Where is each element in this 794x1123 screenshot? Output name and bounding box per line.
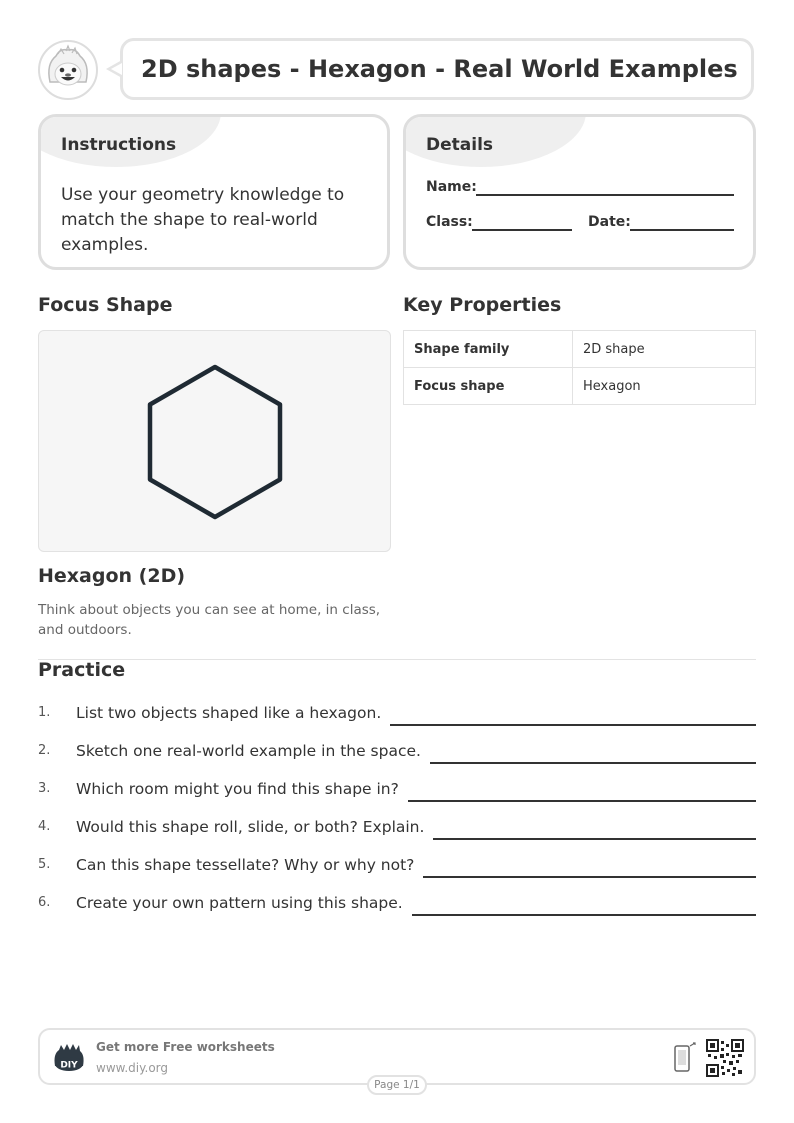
- focus-shape-panel: [38, 330, 391, 552]
- question-text: Can this shape tessellate? Why or why not?: [76, 856, 415, 874]
- footer-title: Get more Free worksheets: [96, 1040, 275, 1054]
- speech-bubble-tail-inner: [111, 63, 122, 75]
- footer-link[interactable]: www.diy.org: [96, 1061, 168, 1075]
- focus-shape-heading: Focus Shape: [38, 294, 173, 316]
- answer-line[interactable]: [430, 762, 756, 764]
- table-row: [404, 368, 756, 405]
- property-value: Hexagon: [573, 368, 756, 405]
- date-field[interactable]: [630, 229, 734, 231]
- hexagon-icon: [39, 331, 392, 553]
- section-divider: [38, 659, 756, 660]
- property-key: Shape family: [404, 331, 573, 368]
- question-number: 2.: [38, 743, 51, 758]
- shape-title: Hexagon (2D): [38, 565, 186, 587]
- class-field[interactable]: [472, 229, 572, 231]
- qr-code-icon: [706, 1039, 744, 1077]
- question-number: 4.: [38, 819, 51, 834]
- practice-question: [38, 816, 756, 840]
- question-text: List two objects shaped like a hexagon.: [76, 704, 382, 722]
- question-text: Would this shape roll, slide, or both? Explain.: [76, 818, 425, 836]
- property-key: Focus shape: [404, 368, 573, 405]
- title-bubble: [120, 38, 754, 100]
- name-label: Name:: [426, 179, 477, 195]
- property-value: 2D shape: [573, 331, 756, 368]
- details-card: [403, 114, 756, 270]
- answer-line[interactable]: [412, 914, 756, 916]
- practice-question: [38, 778, 756, 802]
- page-title: 2D shapes - Hexagon - Real World Examples: [141, 55, 738, 83]
- properties-table: [403, 330, 756, 405]
- page-number: Page 1/1: [367, 1075, 427, 1095]
- diy-logo-icon: [52, 1042, 86, 1072]
- phone-scan-icon: [672, 1040, 698, 1074]
- practice-question: [38, 892, 756, 916]
- yeti-mascot-icon: [38, 40, 98, 100]
- class-label: Class:: [426, 214, 473, 230]
- name-field[interactable]: [476, 194, 734, 196]
- instructions-card: [38, 114, 390, 270]
- question-text: Create your own pattern using this shape.: [76, 894, 403, 912]
- practice-heading: Practice: [38, 659, 126, 681]
- answer-line[interactable]: [390, 724, 756, 726]
- answer-line[interactable]: [408, 800, 756, 802]
- details-heading: Details: [426, 135, 494, 155]
- question-number: 1.: [38, 705, 51, 720]
- practice-question: [38, 740, 756, 764]
- question-number: 3.: [38, 781, 51, 796]
- key-properties-heading: Key Properties: [403, 294, 562, 316]
- table-row: [404, 331, 756, 368]
- question-text: Which room might you find this shape in?: [76, 780, 399, 798]
- question-text: Sketch one real-world example in the space.: [76, 742, 421, 760]
- question-number: 5.: [38, 857, 51, 872]
- instructions-text: Use your geometry knowledge to match the shape to real-world examples.: [61, 185, 345, 255]
- practice-question: [38, 702, 756, 726]
- answer-line[interactable]: [423, 876, 756, 878]
- shape-description: Think about objects you can see at home, in class, and outdoors.: [38, 602, 381, 638]
- practice-question: [38, 854, 756, 878]
- date-label: Date:: [588, 214, 631, 230]
- answer-line[interactable]: [433, 838, 756, 840]
- question-number: 6.: [38, 895, 51, 910]
- logo-text: DIY: [60, 1060, 78, 1071]
- instructions-heading: Instructions: [61, 135, 177, 155]
